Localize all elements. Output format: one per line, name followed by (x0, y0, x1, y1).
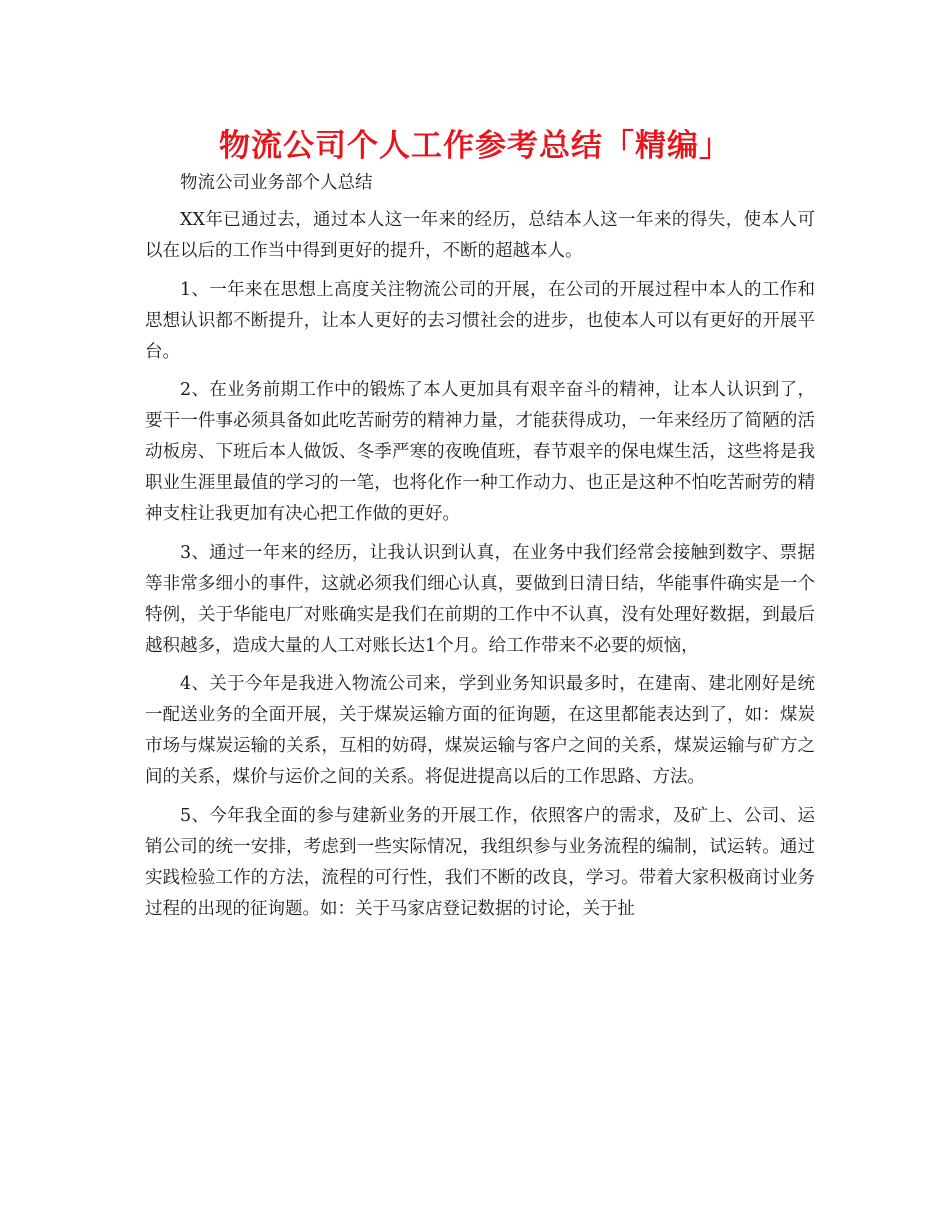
paragraph-item-1: 1、一年来在思想上高度关注物流公司的开展，在公司的开展过程中本人的工作和思想认识都不断提升，让本人更好的去习惯社会的进步，也使本人可以有更好的开展平台。 (145, 279, 815, 362)
paragraph-subtitle: 物流公司业务部个人总结 (180, 173, 373, 193)
paragraph-item-5: 5、今年我全面的参与建新业务的开展工作，依照客户的需求，及矿上、公司、运销公司的统一安排，考虑到一些实际情况，我组织参与业务流程的编制，试运转。通过实践检验工作的方法，流程的可行性，我们不断的改良，学习。带着大家积极商讨业务过程的出现的征询题。如：关于马家店登记数据的讨论，关于扯 (145, 805, 815, 919)
paragraph-intro: XX年已通过去，通过本人这一年来的经历，总结本人这一年来的得失，使本人可以在以后的工作当中得到更好的提升，不断的超越本人。 (145, 210, 815, 261)
paragraph-item-3: 3、通过一年来的经历，让我认识到认真，在业务中我们经常会接触到数字、票据等非常多细小的事件，这就必须我们细心认真，要做到日清日结，华能事件确实是一个特例，关于华能电厂对账确实是我们在前期的工作中不认真，没有处理好数据，到最后越积越多，造成大量的人工对账长达1个月。给工作带来不必要的烦恼， (145, 542, 815, 656)
paragraph-item-2: 2、在业务前期工作中的锻炼了本人更加具有艰辛奋斗的精神，让本人认识到了，要干一件事必须具备如此吃苦耐劳的精神力量，才能获得成功，一年来经历了简陋的活动板房、下班后本人做饭、冬季严寒的夜晚值班，春节艰辛的保电煤生活，这些将是我职业生涯里最值的学习的一笔，也将化作一种工作动力、也正是这种不怕吃苦耐劳的精神支柱让我更加有决心把工作做的更好。 (145, 380, 815, 524)
document-body (145, 168, 815, 932)
document-title: 物流公司个人工作参考总结「精编」 (219, 128, 731, 164)
paragraph-item-4: 4、关于今年是我进入物流公司来，学到业务知识最多时，在建南、建北刚好是统一配送业务的全面开展，关于煤炭运输方面的征询题，在这里都能表达到了，如：煤炭市场与煤炭运输的关系，互相的妨碍，煤炭运输与客户之间的关系，煤炭运输与矿方之间的关系，煤价与运价之间的关系。将促进提高以后的工作思路、方法。 (145, 674, 815, 787)
